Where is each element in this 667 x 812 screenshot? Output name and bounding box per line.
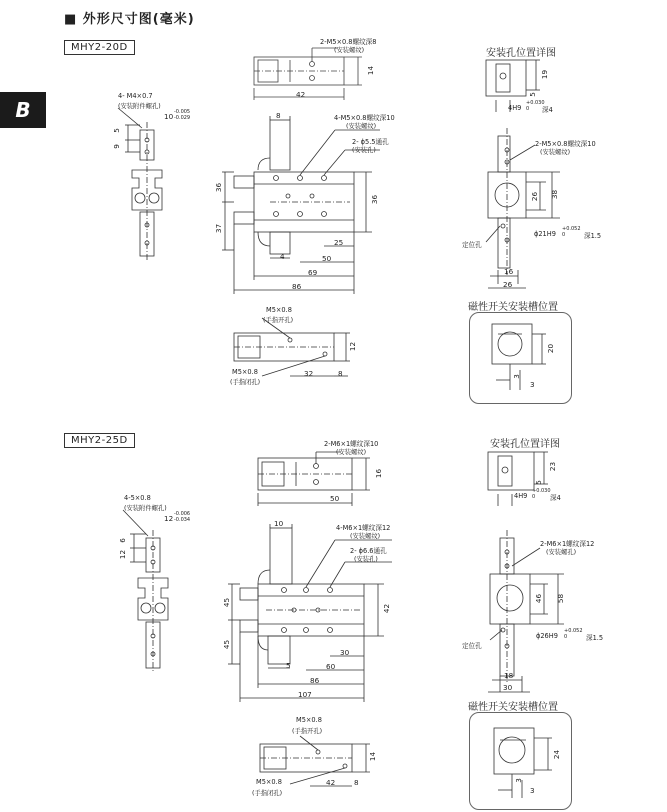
mount25-title: 安装孔位置详图 — [490, 439, 560, 450]
side25-tol-dn: -0.034 — [174, 517, 191, 523]
front20-dim-8: 8 — [276, 111, 281, 120]
mount25-bore: ϕ26H9 — [536, 632, 558, 640]
bottom20-close: M5×0.8 — [232, 368, 258, 376]
page-title: ■ 外形尺寸图(毫米) — [64, 12, 195, 27]
front25-note2-sub: (安装孔) — [354, 556, 378, 563]
mount20-bore-tol: +0.052 — [562, 226, 581, 232]
mount25-dim-58: 58 — [556, 593, 566, 604]
bottom25-dim-14: 14 — [368, 751, 378, 762]
mount25-bore-depth: 深1.5 — [586, 634, 604, 642]
mount25-fit: 4H9 — [514, 492, 528, 500]
side20-tol-dn: -0.029 — [174, 115, 191, 121]
front20-note2-sub: (安装孔) — [352, 147, 376, 154]
side20-dim-9: 9 — [111, 144, 121, 149]
top25-dim-16: 16 — [374, 468, 384, 479]
mount25-fit-tol0: 0 — [532, 494, 536, 500]
front25-dim-60: 60 — [326, 662, 336, 671]
bottom25-open-sub: (手指开孔) — [292, 728, 323, 735]
front20-note1: 4-M5×0.8螺纹深10 — [334, 114, 395, 122]
switch20-dim-3a: 3 — [511, 374, 521, 379]
mount20-note-sub: (安装螺纹) — [540, 149, 571, 156]
switch20-title: 磁性开关安装槽位置 — [468, 302, 558, 313]
side25-note: 4-5×0.8 — [124, 494, 151, 502]
mount20-bore-tol0: 0 — [562, 232, 566, 238]
mount25-fit-tol: +0.030 — [532, 488, 551, 494]
bottom20-dim-12: 12 — [348, 341, 358, 352]
front20-note2: 2- ϕ5.5通孔 — [352, 138, 389, 146]
bottom20-open-sub: (手指开孔) — [263, 317, 294, 324]
mount20-dim-5: 5 — [527, 92, 537, 97]
top25-dim-50: 50 — [330, 494, 340, 503]
mount20-dim-26: 26 — [503, 280, 513, 289]
bottom20-close-sub: (手指闭孔) — [230, 379, 261, 386]
mount20-fit: 4H9 — [508, 104, 522, 112]
mount20-fit-tol0: 0 — [526, 106, 530, 112]
front25-dim-5: 5 — [286, 661, 291, 670]
front20-dim-37: 37 — [214, 223, 224, 234]
front20-dim-86: 86 — [292, 282, 302, 291]
top20-note-sub: (安装螺纹) — [334, 47, 365, 54]
switch25-dim-24: 24 — [552, 749, 562, 760]
model-label-mhy2-20d: MHY2-20D — [64, 40, 135, 55]
mount20-loc: 定位孔 — [462, 241, 482, 249]
top-view-20 — [254, 48, 362, 100]
side-view-20 — [118, 108, 162, 260]
front20-dim-36b: 36 — [370, 194, 380, 205]
bottom25-close-sub: (手指闭孔) — [252, 790, 283, 797]
front20-dim-25: 25 — [334, 238, 344, 247]
side25-tol: 12 — [164, 514, 174, 523]
bottom20-dim-8: 8 — [338, 369, 343, 378]
front25-note1: 4-M6×1螺纹深12 — [336, 524, 391, 532]
mount25-bore-tol: +0.052 — [564, 628, 583, 634]
section-tab-b[interactable]: B — [0, 92, 46, 128]
mount20-dim-16: 16 — [504, 267, 514, 276]
mount25-fit-depth: 深4 — [550, 494, 561, 502]
front25-dim-86: 86 — [310, 676, 320, 685]
side20-dim-5: 5 — [111, 128, 121, 133]
mount25-dim-46: 46 — [534, 593, 544, 604]
bottom20-dim-32: 32 — [304, 369, 314, 378]
bottom25-dim-8: 8 — [354, 778, 359, 787]
mount25-bore-tol0: 0 — [564, 634, 568, 640]
top20-dim-14: 14 — [366, 65, 376, 76]
side20-tol-up: -0.005 — [174, 109, 191, 115]
mount25-dim-30: 30 — [503, 683, 513, 692]
side25-note-sub: (安装附件螺孔) — [124, 505, 167, 512]
side20-note: 4- M4×0.7 — [118, 92, 153, 100]
mount20-note: 2-M5×0.8螺纹深10 — [535, 140, 596, 148]
switch20-dim-3b: 3 — [530, 380, 535, 389]
side20-note-sub: (安装附件螺孔) — [118, 103, 161, 110]
mount25-loc: 定位孔 — [462, 642, 482, 650]
front20-dim-69: 69 — [308, 268, 318, 277]
front20-dim-4: 4 — [280, 252, 285, 261]
mount20-dim-26a: 26 — [530, 191, 540, 202]
mount20-fit-depth: 深4 — [542, 106, 553, 114]
mount25-note-sub: (安装螺孔) — [546, 549, 577, 556]
model-label-mhy2-25d: MHY2-25D — [64, 433, 135, 448]
bottom25-open: M5×0.8 — [296, 716, 322, 724]
mount25-note: 2-M6×1螺纹深12 — [540, 540, 595, 548]
front20-note1-sub: (安装螺纹) — [346, 123, 377, 130]
mount25-dim-23: 23 — [548, 461, 558, 472]
switch20-dim-20: 20 — [546, 343, 556, 354]
bottom25-dim-42: 42 — [326, 778, 336, 787]
side25-dim-6: 6 — [117, 538, 127, 543]
switch25-dim-3a: 3 — [513, 778, 523, 783]
front25-dim-45a: 45 — [222, 597, 232, 608]
mount25-dim-5: 5 — [533, 480, 543, 485]
mount20-dim-38: 38 — [550, 189, 560, 200]
top20-dim-42: 42 — [296, 90, 306, 99]
mount-detail-25 — [488, 452, 564, 692]
front20-dim-50: 50 — [322, 254, 332, 263]
front25-dim-10: 10 — [274, 519, 284, 528]
switch25-title: 磁性开关安装槽位置 — [468, 702, 558, 713]
top-view-25 — [258, 452, 370, 506]
side25-dim-12: 12 — [118, 549, 128, 560]
bottom20-open: M5×0.8 — [266, 306, 292, 314]
mount-detail-20 — [486, 60, 560, 288]
top20-note: 2-M5×0.8螺纹深8 — [320, 38, 377, 46]
mount25-dim-18: 18 — [504, 671, 514, 680]
top25-note: 2-M6×1螺纹深10 — [324, 440, 379, 448]
switch25-dim-3b: 3 — [530, 786, 535, 795]
switch-slot-panel-20 — [469, 312, 572, 404]
switch-slot-panel-25 — [469, 712, 572, 810]
top25-note-sub: (安装螺纹) — [336, 449, 367, 456]
front25-note1-sub: (安装螺纹) — [350, 533, 381, 540]
mount20-title: 安装孔位置详图 — [486, 48, 556, 59]
mount20-fit-tol: +0.030 — [526, 100, 545, 106]
front25-note2: 2- ϕ6.6通孔 — [350, 547, 387, 555]
front20-dim-36a: 36 — [214, 182, 224, 193]
mount20-bore: ϕ21H9 — [534, 230, 556, 238]
front25-dim-42: 42 — [382, 603, 392, 614]
side-view-25 — [123, 510, 168, 672]
front25-dim-30: 30 — [340, 648, 350, 657]
mount20-dim-19: 19 — [540, 69, 550, 80]
mount20-bore-depth: 深1.5 — [584, 232, 602, 240]
side25-tol-up: -0.006 — [174, 511, 191, 517]
bottom25-close: M5×0.8 — [256, 778, 282, 786]
front25-dim-107: 107 — [298, 690, 312, 699]
front25-dim-45b: 45 — [222, 639, 232, 650]
side20-tol: 10 — [164, 112, 174, 121]
